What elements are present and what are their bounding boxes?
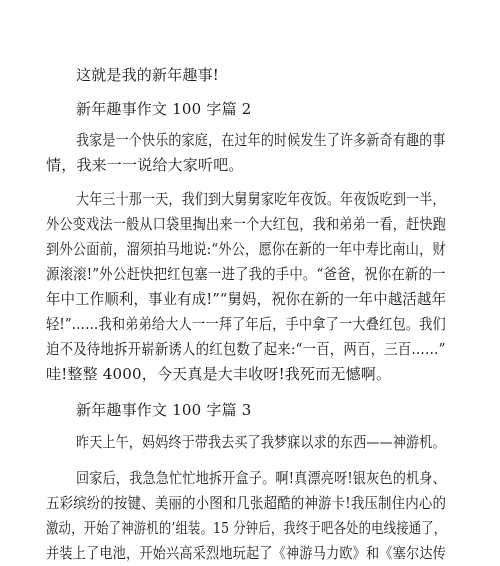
text-line: 年中工作顺利，事业有成!”“舅妈，祝你在新的一年中越活越年 (46, 290, 447, 308)
text-line: 迫不及待地拆开崭新诱人的红包数了起来:“一百，两百，三百……” (46, 340, 446, 358)
text-line: 轻!”……我和弟弟给大人一一拜了年后，手中拿了一大叠红包。我们 (46, 315, 446, 333)
section-heading-3: 新年趣事作文 100 字篇 3 (76, 401, 252, 419)
text-line: 激动，开始了神游机的’组装。15 分钟后，我终于吧各处的电线接通了， (46, 519, 447, 537)
section-heading-2: 新年趣事作文 100 字篇 2 (76, 100, 252, 118)
text-line: 我家是一个快乐的家庭，在过年的时候发生了许多新奇有趣的事 (76, 131, 446, 149)
text-line-ending: 这就是我的新年趣事! (76, 66, 220, 84)
text-line: 到外公面前，溜须拍马地说:“外公，愿你在新的一年中寿比南山，财 (46, 240, 446, 258)
text-line: 源滚滚!”外公赶快把红包塞一进了我的手中。“爸爸，祝你在新的一 (46, 265, 446, 283)
text-line: 外公变戏法一般从口袋里掏出来一个大红包，我和弟弟一看，赶快跑 (46, 215, 447, 233)
text-line: 回家后，我急急忙忙地拆开盒子。啊!真漂亮呀!银灰色的机身、 (76, 469, 446, 487)
text-line: 大年三十那一天，我们到大舅舅家吃年夜饭。年夜饭吃到一半， (76, 190, 446, 208)
text-line: 五彩缤纷的按键、美丽的小图和几张超酷的神游卡!我压制住内心的 (46, 494, 447, 512)
text-line: 哇!整整 4000，今天真是大丰收呀!我死而无憾啊。 (46, 365, 392, 383)
text-line: 情，我来一一说给大家听吧。 (46, 156, 244, 174)
text-line: 并装上了电池，开始兴高采烈地玩起了《神游马力欧》和《塞尔达传 (46, 544, 447, 562)
text-line: 昨天上午，妈妈终于带我去买了我梦寐以求的东西——神游机。 (76, 433, 446, 451)
